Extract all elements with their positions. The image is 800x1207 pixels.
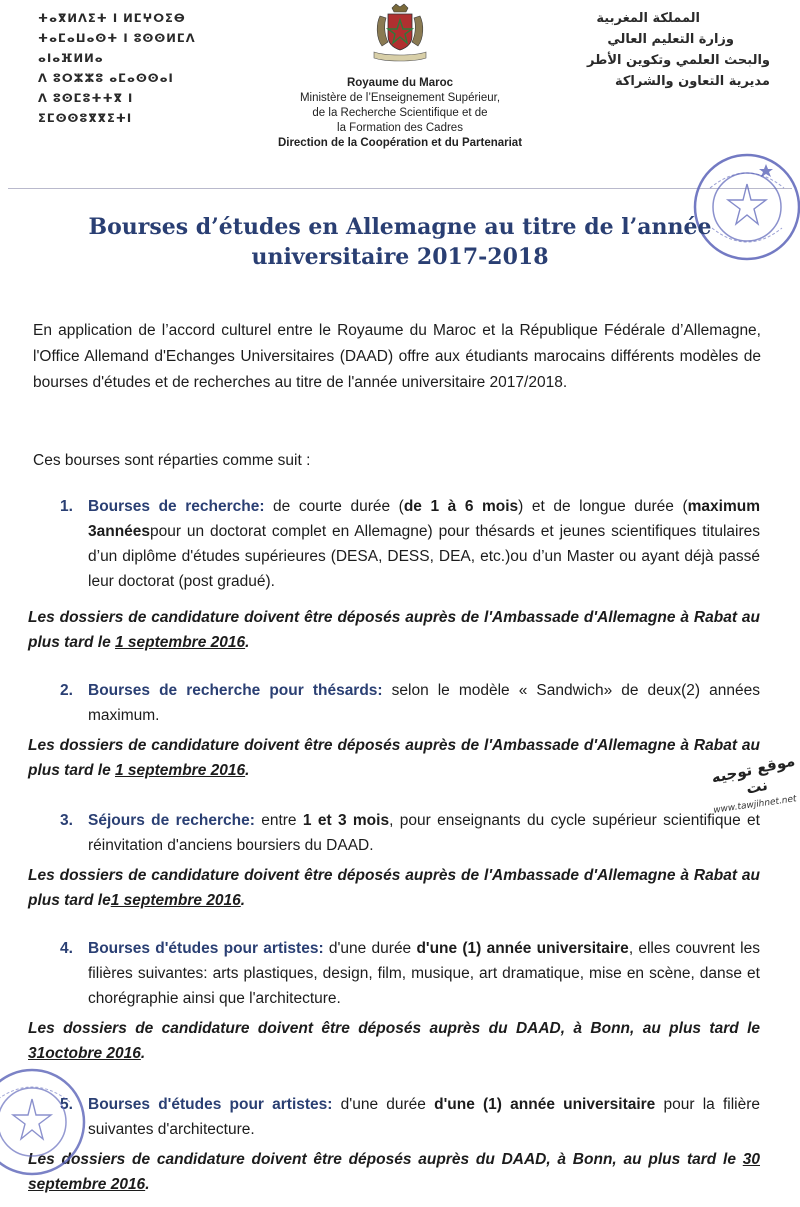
note-text: Les dossiers de candidature doivent être déposés auprès de l'Ambassade d'Allemagne à Rabat au plus tard le bbox=[28, 609, 760, 651]
arabic-line: مديرية التعاون والشراكة bbox=[614, 74, 770, 89]
tifinagh-line: ⴷ ⵓⵙⵎⵓⵜⵜⴳ ⵏ ⵉⵎⵙⵙⵓⴳⴳⵉⵜⵏ bbox=[38, 91, 134, 125]
lead-sentence: Ces bourses sont réparties comme suit : bbox=[33, 452, 311, 469]
deadline-note-4 bbox=[28, 1016, 760, 1066]
deadline-note-1 bbox=[28, 605, 760, 655]
item-heading: Bourses d'études pour artistes: bbox=[88, 1096, 333, 1113]
item-text: pour un doctorat complet en Allemagne) pour thésards et jeunes scientifiques titulaires d’un diplôme d'études supérieures (DESA, DESS, DEA, etc.)ou d’un Master ou ayant déjà passé leur doctorat (post gradué). bbox=[88, 523, 760, 590]
note-text: Les dossiers de candidature doivent être déposés auprès du DAAD, à Bonn, au plus tard le bbox=[28, 1151, 743, 1168]
scholarship-item-5 bbox=[60, 1092, 760, 1142]
header-divider bbox=[8, 188, 792, 189]
arabic-line: والبحث العلمي وتكوين الأطر bbox=[586, 53, 770, 68]
item-number: 2. bbox=[60, 682, 73, 699]
deadline-date: 1 septembre 2016 bbox=[115, 762, 246, 779]
note-end: . bbox=[240, 892, 246, 909]
item-body bbox=[88, 494, 760, 594]
deadline-date: 1 septembre 2016 bbox=[115, 634, 246, 651]
scholarship-item-1 bbox=[60, 494, 760, 594]
item-body bbox=[88, 936, 760, 1011]
ministry-line: la Formation des Cadres bbox=[337, 122, 463, 134]
item-text: d'une durée bbox=[332, 1096, 435, 1113]
item-number: 3. bbox=[60, 812, 73, 829]
ministry-line: Direction de la Coopération et du Partenariat bbox=[277, 137, 523, 149]
item-highlight: 1 et 3 mois bbox=[302, 812, 390, 829]
ministry-line: Ministère de l’Enseignement Supérieur, bbox=[299, 92, 501, 104]
site-watermark bbox=[709, 751, 798, 816]
watermark-url: www.tawjihnet.net bbox=[712, 794, 798, 816]
item-number: 4. bbox=[60, 940, 73, 957]
deadline-date: 30 septembre 2016 bbox=[28, 1151, 760, 1193]
item-heading: Séjours de recherche: bbox=[88, 812, 255, 829]
item-body bbox=[88, 808, 760, 858]
item-text: d'une durée bbox=[323, 940, 417, 957]
item-body bbox=[88, 678, 760, 728]
item-heading: Bourses de recherche pour thésards: bbox=[88, 682, 383, 699]
note-text: Les dossiers de candidature doivent être déposés auprès de l'Ambassade d'Allemagne à Rabat au plus tard le bbox=[28, 737, 760, 779]
note-end: . bbox=[145, 1176, 150, 1193]
tifinagh-line: ⴷ ⵓⵔⵣⵣⵓ ⴰⵎⴰⵙⵙⴰⵏ bbox=[38, 71, 174, 85]
arabic-line: وزارة التعليم العالي bbox=[607, 32, 734, 47]
item-text: pour la filière suivantes d'architecture. bbox=[88, 1096, 761, 1138]
scholarship-item-2 bbox=[60, 678, 760, 728]
item-text: , pour enseignants du cycle supérieur scientifique et réinvitation d'anciens boursiers du DAAD. bbox=[88, 812, 760, 854]
ministry-header bbox=[240, 76, 560, 151]
page-title bbox=[40, 212, 760, 272]
item-highlight: de 1 à 6 mois bbox=[403, 498, 519, 515]
item-text: ) et de longue durée ( bbox=[518, 498, 688, 515]
note-end: . bbox=[245, 634, 250, 651]
item-highlight: maximum 3années bbox=[88, 498, 760, 540]
tifinagh-header bbox=[38, 8, 228, 128]
note-end: . bbox=[245, 762, 250, 779]
official-stamp-icon bbox=[0, 1062, 92, 1182]
title-line: universitaire 2017-2018 bbox=[251, 244, 549, 270]
item-number: 1. bbox=[60, 498, 73, 515]
tifinagh-line: ⵜⴰⵎⴰⵡⴰⵙⵜ ⵏ ⵓⵙⵙⵍⵎⴷ ⴰⵏⴰⴼⵍⵍⴰ bbox=[38, 31, 196, 65]
deadline-note-5 bbox=[28, 1147, 760, 1197]
tifinagh-line: ⵜⴰⴳⵍⴷⵉⵜ ⵏ ⵍⵎⵖⵔⵉⴱ bbox=[38, 11, 186, 25]
item-heading: Bourses d'études pour artistes: bbox=[88, 940, 324, 957]
note-text: Les dossiers de candidature doivent être déposés auprès du DAAD, à Bonn, au plus tard le bbox=[28, 1020, 760, 1037]
item-text: , elles couvrent les filières suivantes: arts plastiques, design, film, musique, art dramatique, mise en scène, danse et chorégraphie ainsi que l'architecture. bbox=[88, 940, 760, 1007]
watermark-text: موقع توجيه نت bbox=[709, 751, 797, 798]
arabic-line: المملكة المغربية bbox=[596, 11, 700, 26]
deadline-date: 1 septembre 2016 bbox=[110, 892, 241, 909]
note-end: . bbox=[140, 1045, 146, 1062]
coat-of-arms-icon bbox=[366, 2, 434, 64]
scholarship-item-4 bbox=[60, 936, 760, 1011]
item-number: 5. bbox=[60, 1096, 73, 1113]
deadline-date: 31octobre 2016 bbox=[28, 1045, 141, 1062]
item-highlight: d'une (1) année universitaire bbox=[416, 940, 629, 957]
deadline-note-3 bbox=[28, 863, 760, 913]
scholarship-item-3 bbox=[60, 808, 760, 858]
ministry-line: Royaume du Maroc bbox=[346, 77, 454, 89]
ministry-line: de la Recherche Scientifique et de bbox=[312, 107, 488, 119]
item-highlight: d'une (1) année universitaire bbox=[434, 1096, 656, 1113]
item-text: de courte durée ( bbox=[264, 498, 404, 515]
item-text: entre bbox=[254, 812, 303, 829]
item-text: selon le modèle « Sandwich» de deux(2) années maximum. bbox=[88, 682, 760, 724]
item-heading: Bourses de recherche: bbox=[88, 498, 265, 515]
deadline-note-2 bbox=[28, 733, 760, 783]
intro-paragraph: En application de l’accord culturel entre le Royaume du Maroc et la République Fédérale d’Allemagne, l'Office Allemand d'Echanges Universitaires (DAAD) offre aux étudiants marocains différents modèles de bourses d'études et de recherches au titre de l'année universitaire 2017/2018. bbox=[33, 322, 761, 391]
item-body bbox=[88, 1092, 760, 1142]
note-text: Les dossiers de candidature doivent être déposés auprès de l'Ambassade d'Allemagne à Rabat au plus tard le bbox=[28, 867, 760, 909]
title-line: Bourses d’études en Allemagne au titre de l’année bbox=[88, 214, 712, 240]
